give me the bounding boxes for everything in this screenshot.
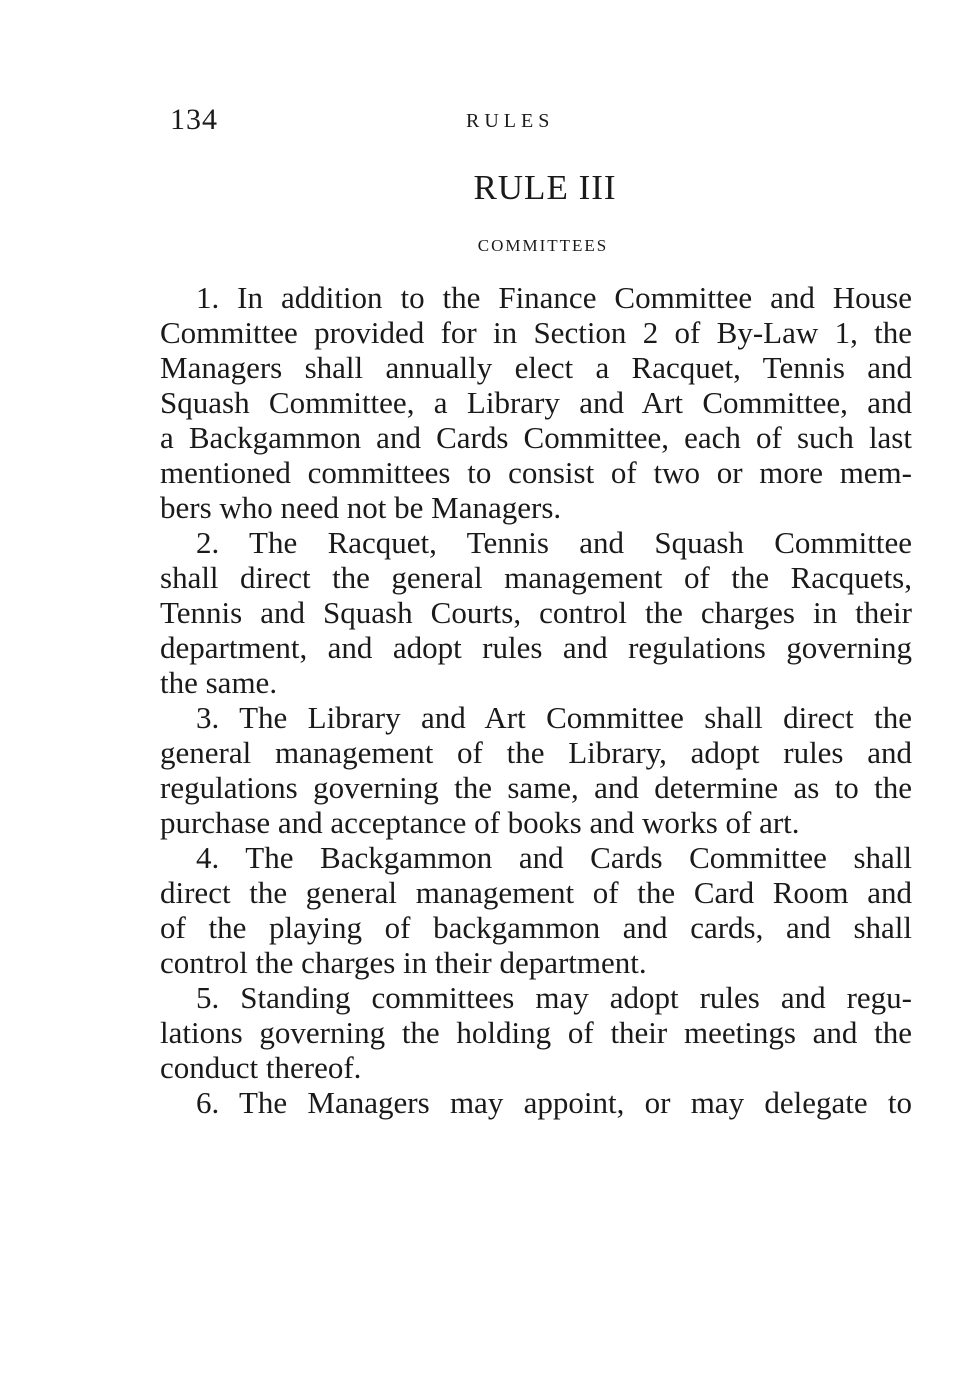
text-line: Tennis and Squash Courts, control the charges in their (160, 595, 912, 630)
text-line: bers who need not be Managers. (160, 490, 562, 525)
text-line: Squash Committee, a Library and Art Committee, and (160, 385, 912, 420)
paragraph-1 (160, 280, 912, 525)
page-number: 134 (170, 103, 218, 136)
text-line: general management of the Library, adopt rules and (160, 735, 912, 770)
text-line: control the charges in their department. (160, 945, 647, 980)
paragraph-5 (160, 980, 912, 1085)
paragraph-6 (160, 1085, 912, 1120)
rule-body (160, 280, 912, 1120)
running-head: RULES (466, 110, 555, 132)
text-line: direct the general management of the Card Room and (160, 875, 912, 910)
text-line: regulations governing the same, and determine as to the (160, 770, 912, 805)
text-line: shall direct the general management of the Racquets, (160, 560, 912, 595)
text-line: 5. Standing committees may adopt rules and regu- (196, 980, 912, 1015)
text-line: 6. The Managers may appoint, or may delegate to (196, 1085, 912, 1120)
text-line: Committee provided for in Section 2 of By-Law 1, the (160, 315, 912, 350)
text-line: conduct thereof. (160, 1050, 362, 1085)
text-line: 1. In addition to the Finance Committee and House (196, 280, 912, 315)
text-line: mentioned committees to consist of two or more mem- (160, 455, 912, 490)
section-title: COMMITTEES (477, 236, 609, 255)
paragraph-3 (160, 700, 912, 840)
rule-title: RULE III (473, 168, 617, 207)
text-line: 2. The Racquet, Tennis and Squash Committee (196, 525, 912, 560)
text-line: purchase and acceptance of books and works of art. (160, 805, 800, 840)
text-line: of the playing of backgammon and cards, and shall (160, 910, 912, 945)
text-line: 4. The Backgammon and Cards Committee shall (196, 840, 912, 875)
text-line: Managers shall annually elect a Racquet, Tennis and (160, 350, 912, 385)
text-line: a Backgammon and Cards Committee, each of such last (160, 420, 912, 455)
text-line: 3. The Library and Art Committee shall direct the (196, 700, 912, 735)
text-line: the same. (160, 665, 278, 700)
paragraph-2 (160, 525, 912, 700)
paragraph-4 (160, 840, 912, 980)
text-line: lations governing the holding of their meetings and the (160, 1015, 912, 1050)
text-line: department, and adopt rules and regulations governing (160, 630, 912, 665)
